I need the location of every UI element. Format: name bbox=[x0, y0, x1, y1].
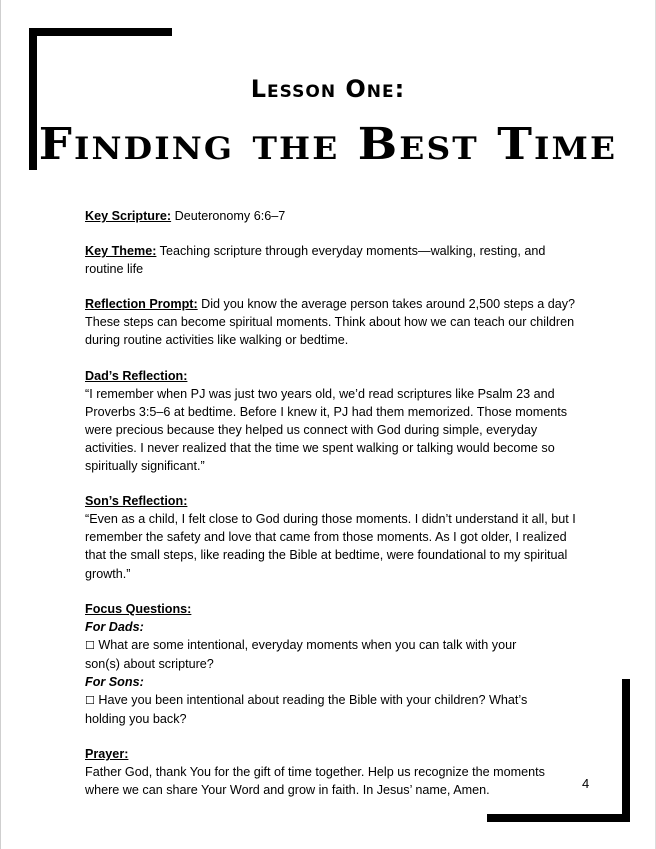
page-number: 4 bbox=[582, 776, 590, 791]
key-scripture-label: Key Scripture: bbox=[85, 209, 172, 223]
for-dads-label: For Dads: bbox=[85, 619, 144, 634]
dads-question bbox=[85, 636, 525, 673]
sons-reflection-text: “Even as a child, I felt close to God during those moments. I didn’t understand it all, but I remember the safety and love that came from those moments. As I got older, I realized that the small steps, like reading the Bible at bedtime, were foundational to my spiritual growth.” bbox=[85, 512, 576, 581]
lesson-content bbox=[85, 207, 585, 817]
checkbox-icon: ☐ bbox=[85, 638, 95, 652]
prayer-label: Prayer: bbox=[85, 747, 129, 762]
lesson-label: Lesson One: bbox=[250, 75, 406, 103]
sons-question bbox=[85, 691, 545, 728]
key-theme-text: Teaching scripture through everyday moments—walking, resting, and routine life bbox=[85, 244, 546, 277]
key-theme-section bbox=[85, 242, 585, 278]
reflection-prompt-text: Did you know the average person takes around 2,500 steps a day? These steps can become spiritual moments. Think about how we can teach our children during routine activities like walking or bedtime. bbox=[85, 297, 576, 348]
checkbox-icon: ☐ bbox=[85, 694, 95, 708]
focus-questions-label: Focus Questions: bbox=[85, 601, 192, 616]
dads-question-text: What are some intentional, everyday moments when you can talk with your son(s) about scripture? bbox=[85, 637, 517, 671]
prayer-text: Father God, thank You for the gift of time together. Help us recognize the moments where we can share Your Word and grow in faith. In Jesus’ name, Amen. bbox=[85, 765, 545, 798]
for-sons-label: For Sons: bbox=[85, 674, 144, 689]
prayer-section bbox=[85, 745, 585, 799]
sons-reflection-section bbox=[85, 492, 585, 582]
focus-questions-section bbox=[85, 600, 585, 729]
reflection-prompt-section bbox=[85, 295, 585, 349]
dads-reflection-text: “I remember when PJ was just two years old, we’d read scriptures like Psalm 23 and Proverbs 3:5–6 at bedtime. Before I knew it, PJ had them memorized. Those moments were precious because they helped us connect with God during simple, everyday activities. I never realized that the time we spent walking or talking would become so spiritually significant.” bbox=[85, 386, 568, 474]
sons-question-text: Have you been intentional about reading the Bible with your children? What’s holding you back? bbox=[85, 693, 528, 727]
decorative-corner-bottom-right bbox=[622, 679, 630, 822]
key-theme-label: Key Theme: bbox=[85, 244, 157, 259]
dads-reflection-section bbox=[85, 367, 585, 476]
decorative-corner-top-left bbox=[29, 28, 172, 36]
key-scripture-text: Deuteronomy 6:6–7 bbox=[174, 209, 286, 223]
reflection-prompt-label: Reflection Prompt: bbox=[85, 297, 198, 312]
key-scripture-section bbox=[85, 207, 585, 225]
sons-reflection-label: Son’s Reflection: bbox=[85, 494, 188, 509]
dads-reflection-label: Dad’s Reflection: bbox=[85, 368, 188, 383]
lesson-title: Finding the Best Time bbox=[38, 119, 618, 170]
